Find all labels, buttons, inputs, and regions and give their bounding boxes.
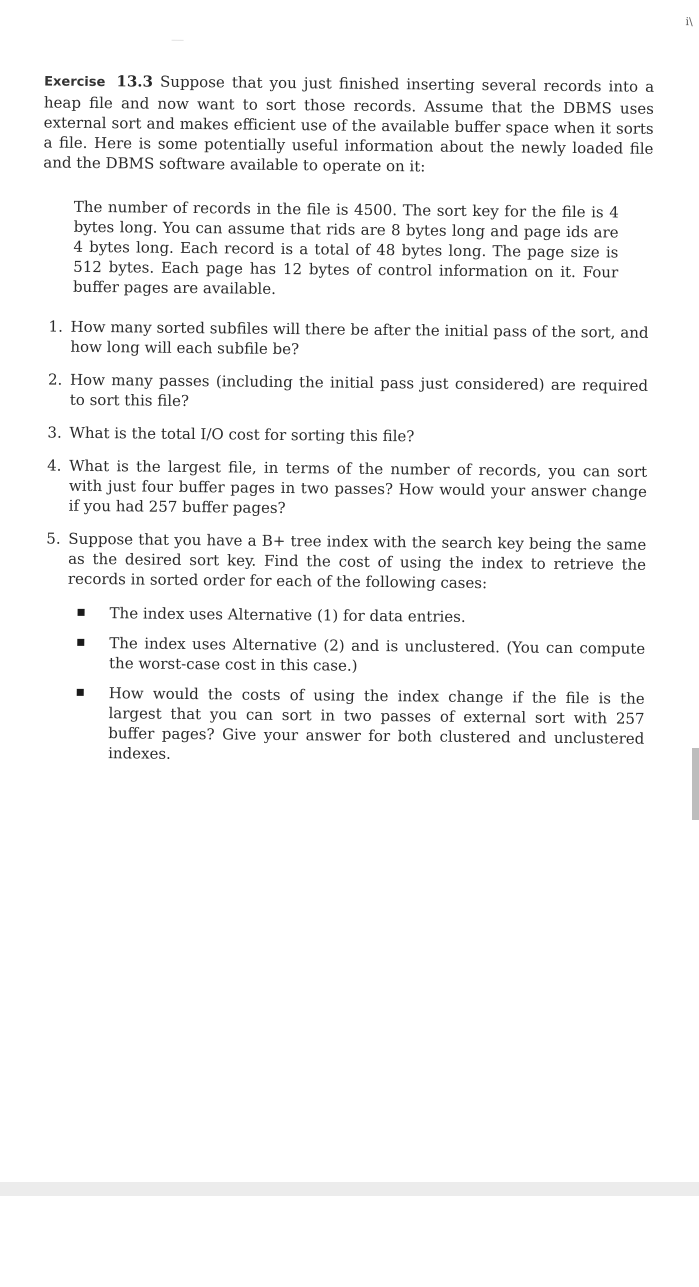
scan-mark [172,40,184,41]
question-number: 3. [47,423,62,442]
scrollbar-thumb[interactable] [692,748,699,820]
exercise-label: Exercise [44,74,106,91]
question-text: Suppose that you have a B+ tree index with the search key being the same as the desired sort key. Find the cost of using the index to retrieve the records in sorted order for each of the following cases: [67,529,647,593]
question-number: 2. [47,370,63,389]
question-item [47,456,648,522]
question-item [48,370,648,416]
question-text: What is the total I/O cost for sorting this file? [69,423,415,446]
question-item [44,529,646,769]
question-list [44,317,649,782]
square-bullet-icon [78,609,85,616]
sub-case-item [77,603,645,629]
question-number: 4. [47,456,62,475]
file-details: The number of records in the file is 4500. The sort key for the file is 4 bytes long. You can assume that rids are 8 bytes long and page ids are 4 bytes long. Each record is a total of 48 bytes long. The page size is 512 bytes. Each page has 12 bytes of control information on it. Four buffer pages are available. [72,197,619,298]
question-text: What is the largest file, in terms of the number of records, you can sort with just four buffer pages in two passes? How would your answer change if you had 257 buffer pages? [68,456,648,518]
question-item [48,317,648,363]
question-text: How many sorted subfiles will there be after the initial pass of the sort, and how long will each subfile be? [70,317,649,359]
square-bullet-icon [77,689,84,696]
square-bullet-icon [77,639,84,646]
sub-case-text: The index uses Alternative (2) and is unclustered. (You can compute the worst-case cost in this case.) [108,634,646,675]
sub-case-text: The index uses Alternative (1) for data entries. [109,604,466,626]
question-text: How many passes (including the initial pass just considered) are required to sort this file? [69,370,649,411]
exercise-intro [43,70,654,178]
question-number: 5. [46,529,61,548]
corner-mark: i\ [685,15,693,29]
sub-case-item [77,633,645,679]
exercise-number: 13.3 [116,72,154,91]
question-item [47,423,647,449]
sub-case-item [76,683,645,769]
page-edge-shadow [0,1182,699,1196]
question-number: 1. [48,317,63,336]
sub-case-text: How would the costs of using the index change if the file is the largest that you can sort in two passes of external sort with 257 buffer pages? Give your answer for both clustered and unclustered indexes. [108,684,645,763]
sub-case-list [76,603,646,769]
exercise-intro-text: Suppose that you just finished inserting several records into a heap file and now want to sort those records. Assume that the DBMS uses external sort and makes efficient use of the available buffer space when it sorts a file. Here is some potentially useful information about the newly loaded file and the DBMS software available to operate on it: [43,72,655,176]
